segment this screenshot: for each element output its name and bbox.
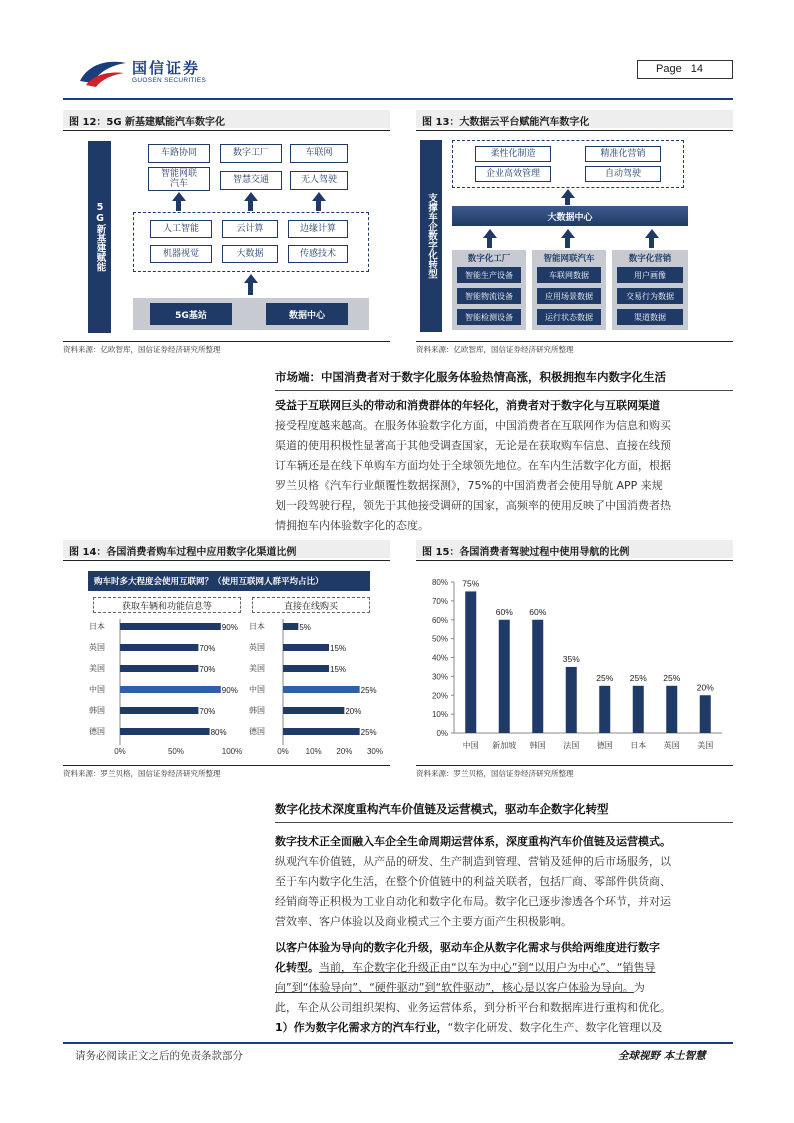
fig15-rule [416, 560, 733, 561]
category-label: 德国 [89, 727, 105, 736]
s2-p3-lead: 1）作为数字化需求方的汽车行业， [275, 1021, 448, 1034]
bar [633, 686, 644, 733]
bar [283, 707, 344, 714]
fig13-bottom-rule [416, 341, 733, 342]
data-label: 90% [221, 686, 238, 695]
bar [532, 620, 543, 733]
fig14-right-chart [245, 615, 390, 760]
data-label: 20% [345, 707, 362, 716]
section1-line: 罗兰贝格《汽车行业颠覆性数据探测》，75%的中国消费者会使用导航 APP 来规 [275, 479, 663, 492]
category-label: 日本 [249, 622, 265, 631]
logo-english: GUOSEN SECURITIES [132, 77, 207, 84]
category-label: 新加坡 [492, 741, 517, 750]
data-label: 20% [696, 682, 714, 693]
tick-label: 0% [114, 747, 126, 756]
fig13-col-2-item-3: 运行状态数据 [537, 309, 601, 325]
s2-p2-underlined-2: 向”到“体验导向”、“硬件驱动”到“软件驱动”，核心是以客户体验为导向。 [275, 981, 634, 994]
data-label: 60% [529, 606, 547, 617]
category-label: 美国 [89, 664, 105, 673]
fig12-base-1: 5G基站 [150, 303, 232, 325]
fig13-arrow-3 [645, 229, 659, 248]
fig12-side-bar [88, 141, 111, 333]
bar [283, 644, 329, 651]
fig13-col-3-item-2: 交易行为数据 [617, 288, 683, 304]
section2-rule [275, 822, 733, 823]
s2-p3-line [275, 1018, 735, 1038]
fig14-banner: 购车时多大程度会使用互联网？（使用互联网人群平均占比） [88, 571, 370, 591]
section1-line: 受益于互联网巨头的带动和消费群体的年轻化，消费者对于数字化与互联网渠道 [275, 399, 660, 412]
fig13-col-1-item-2: 智能物流设备 [457, 288, 521, 304]
data-label: 25% [629, 672, 647, 683]
data-label: 25% [663, 672, 681, 683]
fig13-col-1-item-3: 智能检测设备 [457, 309, 521, 325]
section2-body [275, 832, 735, 1038]
fig14-title: 图 14：各国消费者购车过程中应用数字化渠道比例 [63, 540, 390, 558]
tick-label: 0% [277, 747, 289, 756]
category-label: 德国 [596, 741, 613, 750]
data-label: 5% [299, 623, 311, 632]
fig13-top-2: 精准化营销 [585, 146, 661, 162]
header-rule [63, 98, 733, 100]
tick-label: 0% [436, 729, 448, 738]
category-label: 法国 [563, 741, 580, 750]
tick-label: 50% [431, 634, 448, 644]
fig12-tech-4: 机器视觉 [150, 245, 212, 263]
bar [566, 667, 577, 733]
category-label: 日本 [89, 622, 105, 631]
fig12-arrow-1 [172, 192, 186, 211]
fig12-box-3: 车联网 [290, 144, 348, 163]
fig12-tech-6: 传感技术 [288, 245, 348, 263]
data-label: 70% [199, 644, 216, 653]
fig15-bottom-rule [416, 765, 733, 766]
fig12-box-6: 无人驾驶 [290, 171, 348, 190]
tick-label: 20% [336, 747, 353, 756]
tick-label: 30% [431, 672, 448, 682]
fig14-bottom-rule [63, 765, 390, 766]
data-label: 90% [221, 623, 238, 632]
section1-line: 订车辆还是在线下单购车方面均处于全球领先地位。在车内生活数字化方面，根据 [275, 459, 671, 472]
category-label: 英国 [89, 643, 105, 652]
fig13-center: 大数据中心 [452, 206, 688, 226]
fig13-side-label: 支撑车企数字化转型 [420, 140, 442, 332]
tick-label: 10% [305, 747, 322, 756]
fig13-col-3-item-3: 渠道数据 [617, 309, 683, 325]
s2-p2-line2 [275, 978, 735, 998]
fig13-rule [416, 130, 733, 131]
bar [666, 686, 677, 733]
tick-label: 60% [431, 615, 448, 625]
bar [599, 686, 610, 733]
data-label: 25% [596, 672, 614, 683]
fig15-title: 图 15：各国消费者驾驶过程中使用导航的比例 [416, 540, 733, 558]
fig14-right-header [252, 597, 370, 613]
fig12-title: 图 12：5G 新基建赋能汽车数字化 [63, 110, 390, 128]
page-indicator [637, 60, 733, 79]
fig13-col-2-item-2: 应用场景数据 [537, 288, 601, 304]
fig12-tech-3: 边缘计算 [288, 220, 348, 238]
fig15-source: 资料来源：罗兰贝格，国信证券经济研究所整理 [416, 769, 574, 778]
s2-p1-line: 至于车内数字化生活，在整个价值链中的利益关联者，包括厂商、零部件供货商、 [275, 875, 671, 888]
fig13-top-3: 企业高效管理 [475, 166, 551, 182]
fig14-rule [63, 560, 390, 561]
bar [120, 623, 221, 630]
footer-rule [63, 1042, 733, 1044]
tick-label: 30% [366, 747, 384, 756]
fig12-box-2: 数字工厂 [220, 144, 282, 163]
category-label: 美国 [697, 741, 714, 750]
data-label: 25% [360, 728, 377, 737]
section1-rule [275, 390, 733, 391]
fig13-arrow-1 [483, 229, 497, 248]
data-label: 25% [360, 686, 377, 695]
page-label: Page [656, 63, 682, 75]
s2-p2-rest: 为 [633, 981, 645, 994]
tick-label: 50% [167, 747, 185, 756]
fig14-source: 资料来源：罗兰贝格，国信证券经济研究所整理 [63, 769, 221, 778]
s2-p1-line: 营效率、客户体验以及商业模式三个主要方面产生积极影响。 [275, 915, 572, 928]
fig13-arrow-2 [561, 229, 575, 248]
data-label: 70% [199, 707, 216, 716]
fig12-box-5: 智慧交通 [220, 171, 282, 190]
bar [120, 707, 198, 714]
fig12-source: 资料来源：亿欧智库，国信证券经济研究所整理 [63, 345, 221, 354]
fig13-source: 资料来源：亿欧智库，国信证券经济研究所整理 [416, 345, 574, 354]
s2-p1-line: 经销商等正积极为工业自动化和数字化布局。数字化已逐步渗透各个环节，并对运 [275, 895, 671, 908]
fig12-arrow-4 [244, 274, 258, 295]
tick-label: 10% [431, 710, 448, 720]
bar [120, 644, 198, 651]
fig12-bottom-rule [63, 341, 390, 342]
tick-label: 20% [431, 691, 448, 701]
tick-label: 40% [431, 653, 448, 663]
category-label: 韩国 [89, 706, 105, 715]
fig13-title: 图 13：大数据云平台赋能汽车数字化 [416, 110, 733, 128]
page-number: 14 [690, 63, 704, 75]
tick-label: 100% [221, 747, 243, 756]
data-label: 15% [330, 665, 347, 674]
category-label: 中国 [462, 741, 479, 750]
bar [283, 686, 360, 693]
category-label: 德国 [249, 727, 265, 736]
fig13-top-4: 自动驾驶 [585, 166, 661, 182]
footer-slogan: 全球视野 本土智慧 [618, 1050, 706, 1062]
category-label: 韩国 [529, 741, 546, 750]
section1-body [275, 396, 733, 536]
company-logo [78, 55, 238, 91]
bar [120, 728, 210, 735]
fig12-arrow-3 [312, 192, 326, 211]
section1-line: 接受程度越来越高。在服务体验数字化方面，中国消费者在互联网作为信息和购买 [275, 419, 671, 432]
fig12-tech-1: 人工智能 [150, 220, 212, 238]
s2-p2-lead: 以客户体验为导向的数字化升级，驱动车企从数字化需求与供给两维度进行数字 [275, 941, 660, 954]
section1-line: 划一段驾驶行程，领先于其他接受调研的国家，高频率的使用反映了中国消费者热 [275, 499, 671, 512]
fig13-arrow-top [561, 189, 575, 205]
fig12-tech-5: 大数据 [222, 245, 278, 263]
tick-label: 70% [431, 596, 448, 606]
fig12-box-1: 车路协同 [148, 144, 210, 163]
data-label: 70% [199, 665, 216, 674]
fig12-tech-2: 云计算 [222, 220, 278, 238]
disclaimer-note: 请务必阅读正文之后的免责条款部分 [75, 1050, 243, 1062]
fig12-rule [63, 130, 390, 131]
logo-mark-icon [78, 55, 130, 89]
category-label: 韩国 [249, 706, 265, 715]
data-label: 60% [495, 606, 513, 617]
fig12-box-4: 智能网联汽车 [148, 167, 210, 191]
data-label: 80% [210, 728, 227, 737]
fig13-col-1-head: 数字化工厂 [467, 254, 511, 264]
s2-p2-lead2: 化转型。 [275, 961, 319, 974]
logo-chinese: 国信证券 [132, 59, 201, 77]
fig13-col-3 [612, 250, 688, 330]
bar [499, 620, 510, 733]
s2-p3-rest: “数字化研发、数字化生产、数字化管理以及 [447, 1021, 663, 1034]
fig13-top-1: 柔性化制造 [475, 146, 551, 162]
category-label: 英国 [663, 741, 680, 750]
fig14-left-title: 获取车辆和功能信息等 [121, 602, 212, 612]
fig12-arrow-2 [244, 192, 258, 211]
category-label: 日本 [630, 741, 647, 750]
data-label: 75% [462, 578, 480, 589]
fig13-col-1-item-1: 智能生产设备 [457, 267, 521, 283]
section1-line: 情拥抱车内体验数字化的态度。 [275, 519, 429, 532]
fig14-left-header [93, 597, 241, 613]
data-label: 15% [330, 644, 347, 653]
s2-p1-lead: 数字技术正全面融入车企全生命周期运营体系，深度重构汽车价值链及运营模式。 [275, 835, 671, 848]
bar [283, 728, 360, 735]
tick-label: 80% [431, 578, 448, 587]
section1-heading: 市场端：中国消费者对于数字化服务体验热情高涨，积极拥抱车内数字化生活 [275, 370, 666, 384]
section2-heading: 数字化技术深度重构汽车价值链及运营模式，驱动车企数字化转型 [275, 802, 609, 816]
fig12-base-2: 数据中心 [266, 303, 348, 325]
bar [120, 665, 198, 672]
bar [465, 591, 476, 733]
section1-line: 渠道的使用积极性显著高于其他受调查国家，无论是在获取购车信息、直接在线预 [275, 439, 671, 452]
category-label: 英国 [249, 643, 265, 652]
category-label: 美国 [249, 664, 265, 673]
data-label: 35% [562, 653, 580, 664]
category-label: 中国 [89, 685, 105, 694]
fig13-col-1 [452, 250, 526, 330]
bar [120, 686, 221, 693]
fig13-col-3-item-1: 用户画像 [617, 267, 683, 283]
s2-p2-line1 [275, 958, 735, 978]
fig13-col-2-head: 智能网联汽车 [543, 254, 595, 264]
fig13-col-3-head: 数字化营销 [628, 254, 672, 264]
fig14-left-chart [85, 615, 245, 760]
bar [283, 665, 329, 672]
bar [700, 695, 711, 733]
fig13-col-2-item-1: 车联网数据 [537, 267, 601, 283]
s2-p2-underlined-1: 当前，车企数字化升级正由“以车为中心”到“以用户为中心”、“销售导 [319, 961, 656, 974]
s2-p2-line3: 此，车企从公司组织架构、业务运营体系，到分析平台和数据库进行重构和优化。 [275, 1001, 671, 1014]
fig14-right-title: 直接在线购买 [283, 602, 338, 612]
bar [283, 623, 298, 630]
category-label: 中国 [249, 685, 265, 694]
fig13-col-2 [532, 250, 606, 330]
fig15-chart [416, 566, 733, 761]
fig12-side-label: 5G新基建赋能 [88, 141, 111, 333]
s2-p1-line: 纵观汽车价值链，从产品的研发、生产制造到管理、营销及延伸的后市场服务，以 [275, 855, 671, 868]
